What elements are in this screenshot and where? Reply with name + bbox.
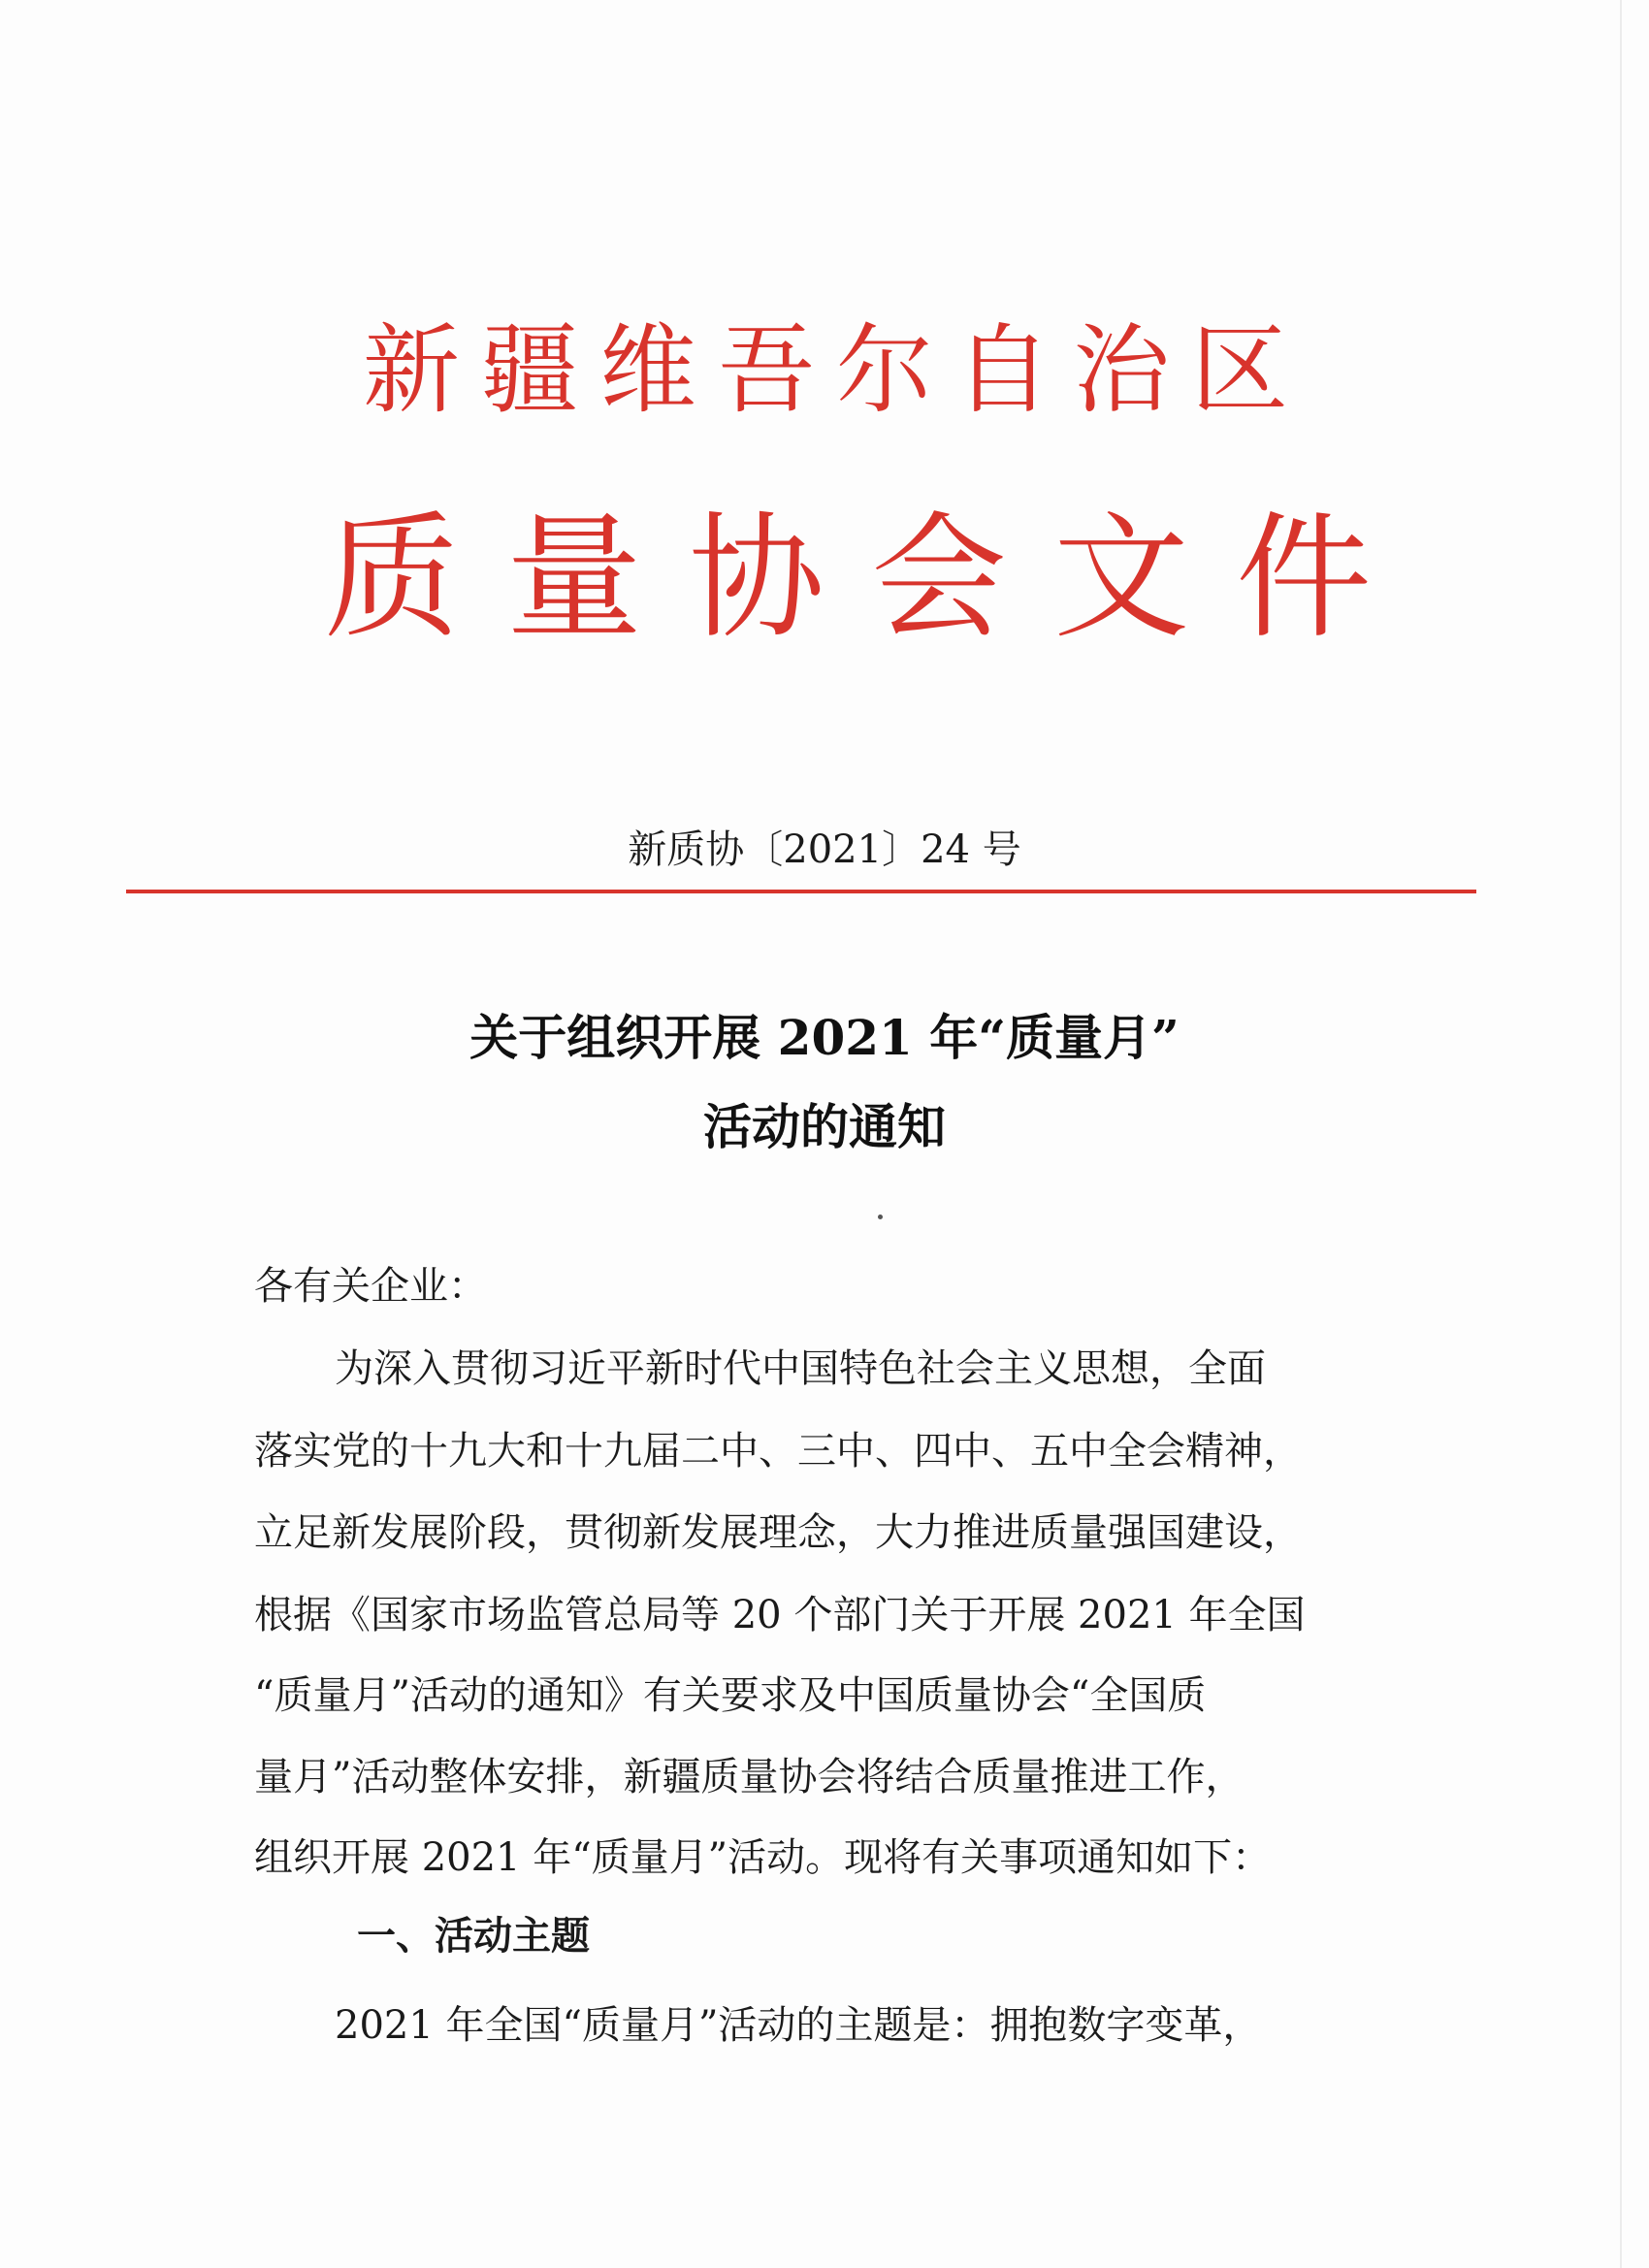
body-line: “质量月”活动的通知》有关要求及中国质量协会“全国质 [254,1673,1207,1718]
body-line: 为深入贯彻习近平新时代中国特色社会主义思想，全面 [335,1346,1266,1391]
body-line: 组织开展 2021 年“质量月”活动。现将有关事项通知如下： [254,1835,1272,1880]
section-body-line: 2021 年全国“质量月”活动的主题是：拥抱数字变革， [335,2003,1262,2048]
section-heading: 一、活动主题 [357,1914,590,1959]
body-line: 落实党的十九大和十九届二中、三中、四中、五中全会精神， [254,1429,1302,1474]
document-type-heading: 质量协会文件 [323,500,1418,658]
body-line: 根据《国家市场监管总局等 20 个部门关于开展 2021 年全国 [254,1593,1306,1637]
body-line: 立足新发展阶段，贯彻新发展理念，大力推进质量强国建设， [254,1510,1302,1555]
issuer-name: 新疆维吾尔自治区 [363,313,1310,427]
red-divider-rule [126,890,1476,893]
notice-title-line-2: 活动的通知 [703,1098,946,1155]
body-line: 量月”活动整体安排，新疆质量协会将结合质量推进工作， [254,1755,1245,1799]
salutation: 各有关企业： [254,1264,487,1309]
notice-title-line-1: 关于组织开展 2021 年“质量月” [469,1009,1180,1066]
scan-speck [878,1215,883,1219]
document-number: 新质协〔2021〕24 号 [628,827,1021,872]
